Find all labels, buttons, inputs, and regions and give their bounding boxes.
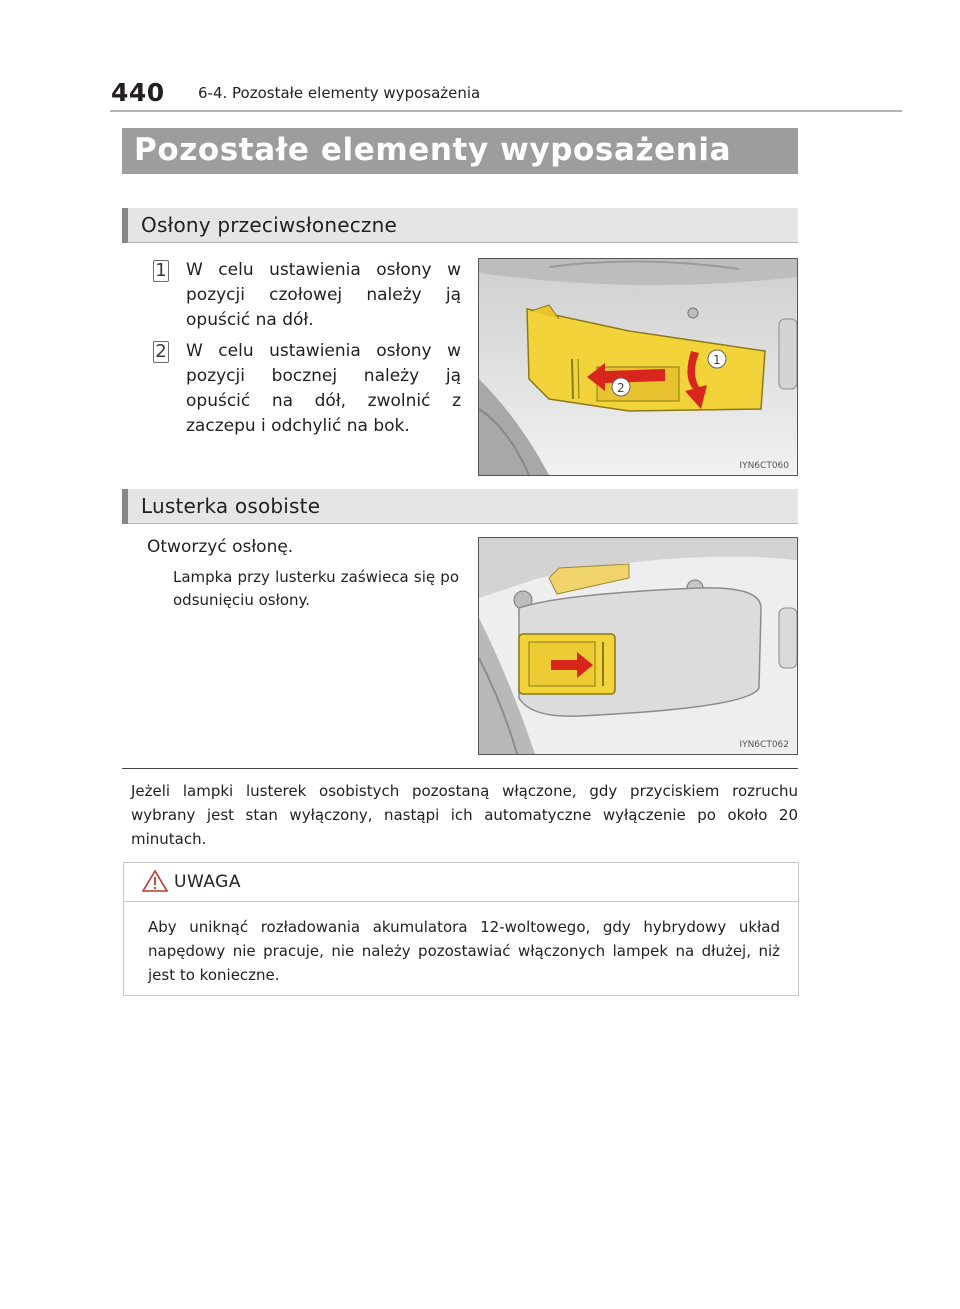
section-heading-text: Osłony przeciwsłoneczne bbox=[141, 213, 397, 237]
note-divider bbox=[122, 768, 798, 769]
section-marker bbox=[122, 489, 128, 524]
section-heading-text: Lusterka osobiste bbox=[141, 494, 321, 518]
vanity-mirror-figure bbox=[478, 537, 798, 755]
vanity-mirror-illustration bbox=[479, 538, 797, 754]
section-heading-sun-visors bbox=[122, 208, 798, 243]
caution-header bbox=[124, 863, 798, 902]
figure-callout-1: 1 bbox=[713, 353, 721, 367]
note-text: Jeżeli lampki lusterek osobistych pozostaną włączone, gdy przyciskiem rozruchu wybrany jest stan wyłączony, nastąpi ich automatyczne wyłączenie po około 20 minutach. bbox=[131, 782, 798, 848]
caution-box bbox=[123, 862, 799, 996]
step-text-1: W celu ustawienia osłony w pozycji czołowej należy ją opuścić na dół. bbox=[186, 260, 461, 330]
instruction-text: Otworzyć osłonę. bbox=[147, 537, 294, 557]
section-heading-vanity-mirrors bbox=[122, 489, 798, 524]
page-number: 440 bbox=[111, 78, 165, 107]
running-header: 6-4. Pozostałe elementy wyposażenia bbox=[198, 84, 481, 102]
sun-visor-figure bbox=[478, 258, 798, 476]
step-number-2: 2 bbox=[153, 341, 169, 363]
instruction-subnote: Lampka przy lusterku zaświeca się po odsunięciu osłony. bbox=[173, 568, 459, 609]
section-marker bbox=[122, 208, 128, 243]
figure-callout-2: 2 bbox=[617, 381, 625, 395]
header-rule bbox=[110, 110, 902, 112]
figure-code: IYN6CT060 bbox=[739, 461, 789, 471]
sun-visor-illustration bbox=[479, 259, 797, 475]
warning-icon bbox=[142, 869, 168, 893]
step-text-2: W celu ustawienia osłony w pozycji bocznej należy ją opuścić na dół, zwolnić z zaczepu i odchylić na bok. bbox=[186, 341, 461, 436]
caution-text: Aby uniknąć rozładowania akumulatora 12-woltowego, gdy hybrydowy układ napędowy nie pracuje, nie należy pozostawiać włączonych lampek na dłużej, niż jest to konieczne. bbox=[148, 918, 780, 984]
figure-code: IYN6CT062 bbox=[739, 740, 789, 750]
caution-title: UWAGA bbox=[174, 872, 241, 892]
main-title: Pozostałe elementy wyposażenia bbox=[134, 132, 732, 168]
step-number-1: 1 bbox=[153, 260, 169, 282]
main-title-bar bbox=[122, 128, 798, 174]
